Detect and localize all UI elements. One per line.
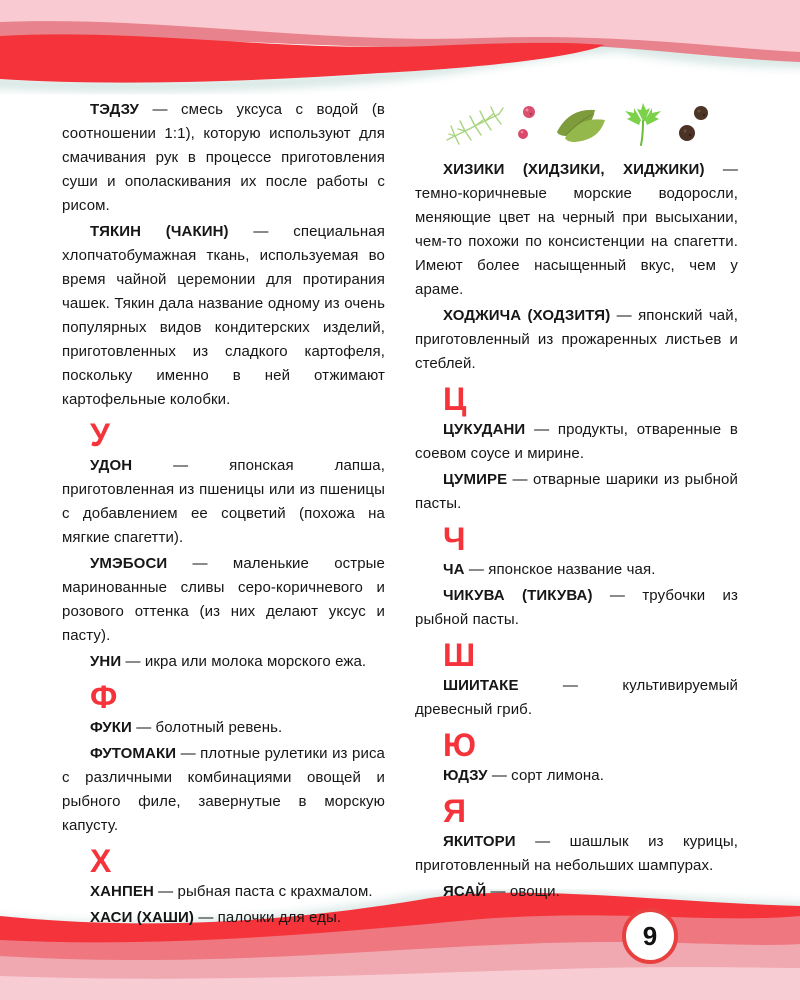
page-number-badge bbox=[622, 908, 678, 964]
glossary-entry bbox=[62, 98, 385, 218]
glossary-definition: — культивируемый древесный гриб. bbox=[415, 677, 738, 718]
glossary-definition: — японское название чая. bbox=[468, 561, 656, 578]
section-letter-ya: Я bbox=[443, 793, 466, 829]
glossary-entry bbox=[62, 880, 385, 904]
right-column bbox=[415, 98, 738, 932]
glossary-term: ХАНПЕН bbox=[90, 883, 154, 900]
glossary-entry bbox=[62, 454, 385, 550]
pink-peppercorns-icon bbox=[515, 104, 541, 144]
glossary-entry bbox=[415, 674, 738, 722]
black-peppercorns-icon bbox=[677, 103, 711, 145]
glossary-definition: — смесь уксуса с водой (в соотношении 1:1), которую используют для смачивания рук в процессе приготовления суши и ополаскивания их после работы с рисом. bbox=[62, 101, 385, 214]
glossary-definition: — шашлык из курицы, приготовленный на небольших шампурах. bbox=[415, 833, 738, 874]
glossary-definition: — японский чай, приготовленный из прожаренных листьев и стеблей. bbox=[415, 307, 738, 372]
parsley-leaf-icon bbox=[619, 101, 667, 147]
glossary-definition: — специальная хлопчатобумажная ткань, используемая во время чайной церемонии для протирания чашек. Тякин дала название одному из очень популярных видов кондитерских изделий, приготовленных из сладкого картофеля, поскольку именно в ней отжимают картофельные колобки. bbox=[62, 223, 385, 408]
glossary-term: УМЭБОСИ bbox=[90, 555, 168, 572]
glossary-definition: — темно-коричневые морские водоросли, меняющие цвет на черный при высыхании, чем-то похожи по консистенции на спагетти. Имеют более насыщенный вкус, чем у араме. bbox=[415, 161, 738, 298]
glossary-entry bbox=[62, 716, 385, 740]
glossary-entry bbox=[415, 558, 738, 582]
glossary-entry bbox=[415, 764, 738, 788]
glossary-entry bbox=[415, 880, 738, 904]
glossary-term: ШИИТАКЕ bbox=[443, 677, 519, 694]
section-letter-kh: Х bbox=[90, 843, 112, 879]
section-letter-sh: Ш bbox=[443, 637, 476, 673]
glossary-term: УНИ bbox=[90, 653, 122, 670]
glossary-definition: — овощи. bbox=[490, 883, 560, 900]
glossary-entry bbox=[62, 552, 385, 648]
glossary-definition: — палочки для еды. bbox=[198, 909, 342, 926]
glossary-entry bbox=[415, 830, 738, 878]
section-letter-f: Ф bbox=[90, 679, 118, 715]
glossary-entry bbox=[415, 304, 738, 376]
glossary-term: ЧИКУВА (ТИКУВА) bbox=[443, 587, 593, 604]
glossary-term: УДОН bbox=[90, 457, 133, 474]
glossary-term: ЦУКУДАНИ bbox=[443, 421, 526, 438]
section-letter-ch: Ч bbox=[443, 521, 466, 557]
glossary-term: ТЯКИН (ЧАКИН) bbox=[90, 223, 229, 240]
glossary-term: ХАСИ (ХАШИ) bbox=[90, 909, 195, 926]
glossary-entry bbox=[415, 418, 738, 466]
glossary-definition: — рыбная паста с крахмалом. bbox=[158, 883, 373, 900]
glossary-content bbox=[62, 98, 738, 932]
glossary-term: ТЭДЗУ bbox=[90, 101, 139, 118]
glossary-definition: — плотные рулетики из риса с различными комбинациями овощей и рыбного филе, завернутые в морскую капусту. bbox=[62, 745, 385, 834]
glossary-definition: — продукты, отваренные в соевом соусе и мирине. bbox=[415, 421, 738, 462]
glossary-term: ЯКИТОРИ bbox=[443, 833, 516, 850]
top-wave-decoration bbox=[0, 0, 800, 96]
glossary-entry bbox=[62, 650, 385, 674]
page-number: 9 bbox=[642, 920, 658, 951]
glossary-definition: — сорт лимона. bbox=[491, 767, 605, 784]
glossary-entry bbox=[415, 158, 738, 302]
glossary-term: ФУТОМАКИ bbox=[90, 745, 177, 762]
glossary-definition: — икра или молока морского ежа. bbox=[125, 653, 367, 670]
section-letter-ts: Ц bbox=[443, 381, 467, 417]
glossary-definition: — трубочки из рыбной пасты. bbox=[415, 587, 738, 628]
glossary-term: ЯСАЙ bbox=[443, 883, 487, 900]
glossary-entry bbox=[415, 468, 738, 516]
glossary-definition: — маленькие острые маринованные сливы серо-коричневого и розового оттенка (из них делают уксус и пасту). bbox=[62, 555, 385, 644]
glossary-definition: — японская лапша, приготовленная из пшеницы или из пшеницы с добавлением ее соцветий (похожа на мягкие спагетти). bbox=[62, 457, 385, 546]
glossary-entry bbox=[62, 220, 385, 412]
left-column bbox=[62, 98, 385, 932]
glossary-term: ЦУМИРЕ bbox=[443, 471, 508, 488]
glossary-entry bbox=[62, 742, 385, 838]
dill-sprig-icon bbox=[443, 102, 505, 146]
bay-leaves-icon bbox=[551, 102, 609, 146]
glossary-entry bbox=[62, 906, 385, 930]
glossary-term: ЧА bbox=[443, 561, 465, 578]
section-letter-yu: Ю bbox=[443, 727, 476, 763]
herbs-decoration bbox=[415, 98, 738, 150]
glossary-definition: — отварные шарики из рыбной пасты. bbox=[415, 471, 738, 512]
glossary-definition: — болотный ревень. bbox=[136, 719, 283, 736]
glossary-entry bbox=[415, 584, 738, 632]
glossary-term: ЮДЗУ bbox=[443, 767, 488, 784]
glossary-term: ХИЗИКИ (ХИДЗИКИ, ХИДЖИКИ) bbox=[443, 161, 705, 178]
glossary-term: ХОДЖИЧА (ХОДЗИТЯ) bbox=[443, 307, 611, 324]
glossary-term: ФУКИ bbox=[90, 719, 132, 736]
section-letter-u: У bbox=[90, 417, 110, 453]
